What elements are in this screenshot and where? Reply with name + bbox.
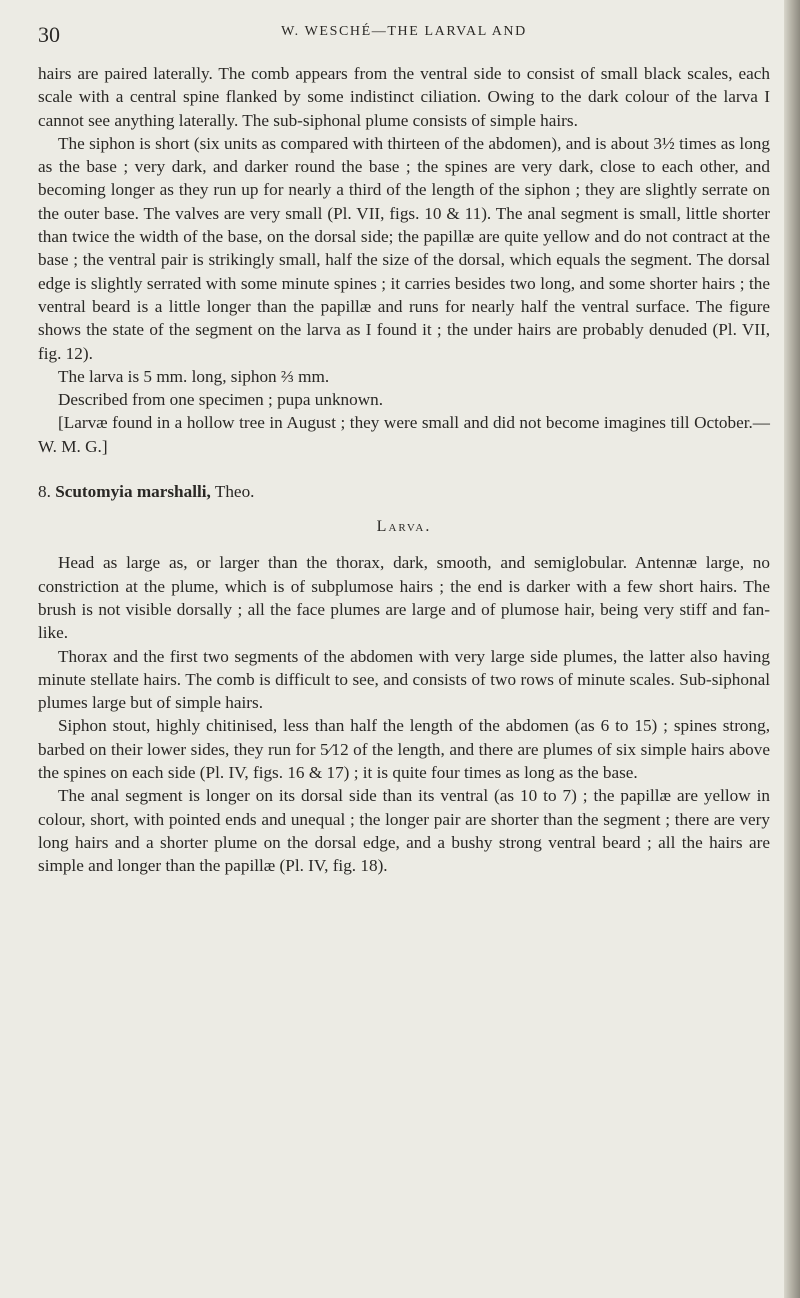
- species-author: Theo.: [214, 482, 255, 502]
- page: [38, 22, 770, 878]
- paragraph: The larva is 5 mm. long, siphon ⅔ mm.: [58, 366, 330, 386]
- paragraph: The siphon is short (six units as compared with thirteen of the abdomen), and is about 3½ times as long as the base ; very dark, and darker round the base ; the spines are very dark, close to each other, and becoming longer as they run up for nearly a third of the length of the siphon ; they are slightly serrate on the outer base. The valves are very small (Pl. VII, figs. 10 & 11). The anal segment is small, little shorter than twice the width of the base, on the dorsal side; the papillæ are quite yellow and do not contract at the base ; the ventral pair is strikingly small, half the size of the dorsal, which equals the segment. The dorsal edge is slightly serrated with some minute spines ; it carries besides two long, and some shorter hairs ; the ventral beard is a little longer than the papillæ and runs for nearly half the ventral surface. The figure shows the state of the segment on the larva as I found it ; the under hairs are probably denuded (Pl. VII, fig. 12).: [38, 133, 770, 363]
- spacer: [38, 458, 770, 480]
- paragraph: The anal segment is longer on its dorsal side than its ventral (as 10 to 7) ; the papillæ are yellow in colour, short, with pointed ends and unequal ; the longer pair are shorter than the segment ; there are very long hairs and a shorter plume on the dorsal edge, and a bushy strong ventral beard ; all the hairs are simple and longer than the papillæ (Pl. IV, fig. 18).: [38, 786, 770, 876]
- species-heading: [38, 480, 770, 503]
- section-title: Larva.: [376, 518, 432, 536]
- page-number: 30: [38, 22, 60, 47]
- paragraph: Thorax and the first two segments of the abdomen with very large side plumes, the latter also having minute stellate hairs. The comb is difficult to see, and consists of two rows of minute scales. Sub-siphonal plumes large but of simple hairs.: [38, 646, 770, 713]
- paragraph: Described from one specimen ; pupa unknown.: [58, 390, 384, 410]
- running-head: [38, 22, 770, 52]
- species-name: Scutomyia marshalli,: [55, 482, 211, 502]
- paragraph: [Larvæ found in a hollow tree in August ; they were small and did not become imagines till October.—W. M. G.]: [38, 413, 770, 456]
- paragraph: Siphon stout, highly chitinised, less than half the length of the abdomen (as 6 to 15) ; spines strong, barbed on their lower sides, they run for 5⁄12 of the length, and there are plumes of six simple hairs above the spines on each side (Pl. IV, figs. 16 & 17) ; it is quite four times as long as the base.: [38, 716, 770, 783]
- species-number: 8.: [38, 482, 51, 502]
- paragraph: hairs are paired laterally. The comb appears from the ventral side to consist of small black scales, each scale with a central spine flanked by some indistinct ciliation. Owing to the dark colour of the larva I cannot see anything laterally. The sub-siphonal plume consists of simple hairs.: [38, 64, 770, 130]
- running-title: W. WESCHÉ—THE LARVAL AND: [281, 24, 527, 39]
- page-edge-shadow: [784, 0, 800, 1298]
- paragraph: Head as large as, or larger than the thorax, dark, smooth, and semiglobular. Antennæ large, no constriction at the plume, which is of subplumose hairs ; the end is darker with a few short hairs. The brush is not visible dorsally ; all the face plumes are large and of plumose hair, being very stiff and fan-like.: [38, 553, 770, 643]
